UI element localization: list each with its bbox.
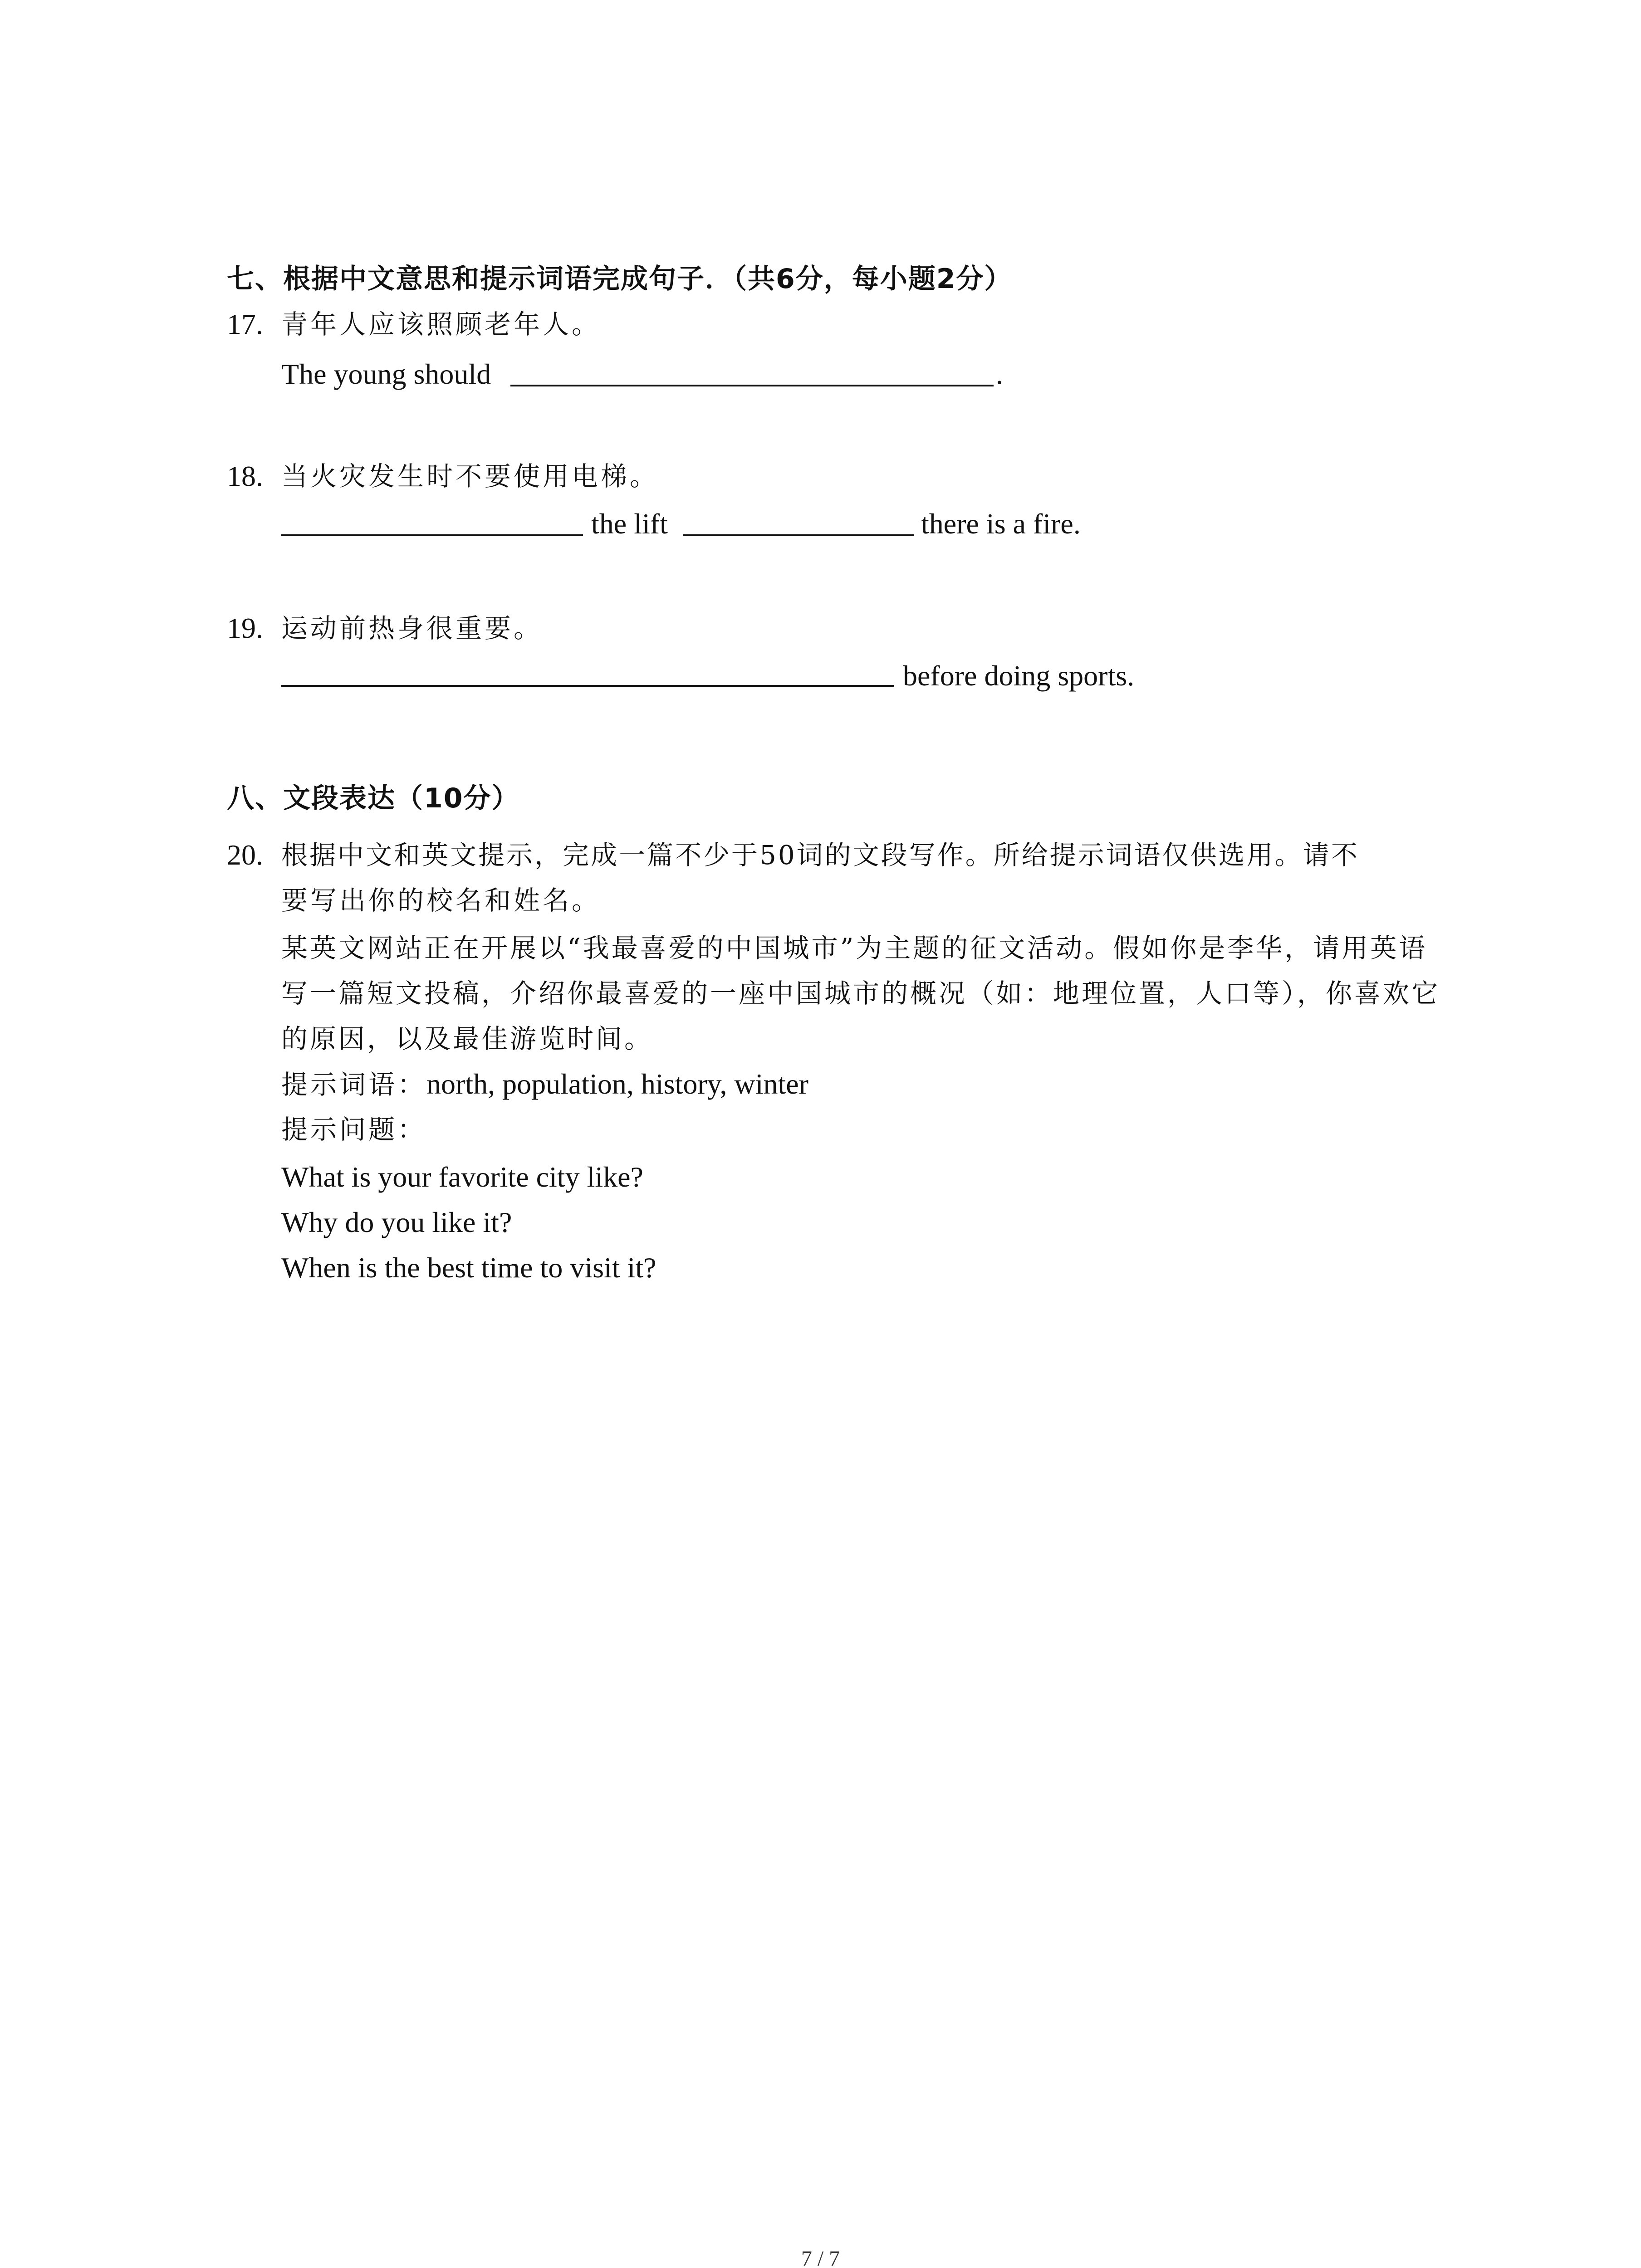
question-17-suffix: . [996, 358, 1003, 390]
question-17-prefix: The young should [281, 358, 491, 390]
question-17-number: 17. [227, 308, 263, 340]
question-20-instruction-line-2: 要写出你的校名和姓名。 [281, 885, 601, 916]
question-17-answer-blank[interactable] [510, 385, 994, 386]
question-19-chinese: 运动前热身很重要。 [281, 613, 543, 644]
question-18-chinese: 当火灾发生时不要使用电梯。 [281, 461, 659, 492]
question-20-instruction-line-1: 根据中文和英文提示，完成一篇不少于50词的文段写作。所给提示词语仅供选用。请不 [281, 840, 1359, 870]
question-18-mid-text-1: the lift [591, 508, 668, 540]
question-20-number: 20. [227, 839, 263, 871]
question-18-answer-blank-1[interactable] [281, 534, 583, 536]
hint-question-2: Why do you like it? [281, 1206, 512, 1238]
question-18-number: 18. [227, 460, 263, 492]
hint-question-3: When is the best time to visit it? [281, 1251, 656, 1284]
question-17-chinese: 青年人应该照顾老年人。 [281, 309, 601, 340]
page-indicator: 7 / 7 [801, 2247, 840, 2268]
section-7-heading: 七、根据中文意思和提示词语完成句子．（共6分，每小题2分） [227, 263, 1013, 295]
question-19-number: 19. [227, 612, 263, 644]
question-18-answer-blank-2[interactable] [683, 534, 914, 536]
hint-questions-label: 提示问题： [281, 1114, 427, 1145]
question-20-hint-words [281, 1066, 808, 1103]
question-18-mid-text-2: there is a fire. [921, 508, 1081, 540]
hint-words-list: north, population, history, winter [426, 1068, 808, 1100]
hint-words-label: 提示词语： [281, 1069, 427, 1100]
question-20-prompt: 某英文网站正在开展以“我最喜爱的中国城市”为主题的征文活动。假如你是李华，请用英语写一篇短文投稿，介绍你最喜爱的一座中国城市的概况（如：地理位置，人口等），你喜欢它的原因，以及最佳游览时间。 [281, 933, 1440, 1054]
section-8-heading: 八、文段表达（10分） [227, 782, 520, 814]
question-19-answer-blank[interactable] [281, 685, 894, 687]
question-19-suffix: before doing sports. [903, 660, 1135, 692]
hint-question-1: What is your favorite city like? [281, 1161, 643, 1193]
